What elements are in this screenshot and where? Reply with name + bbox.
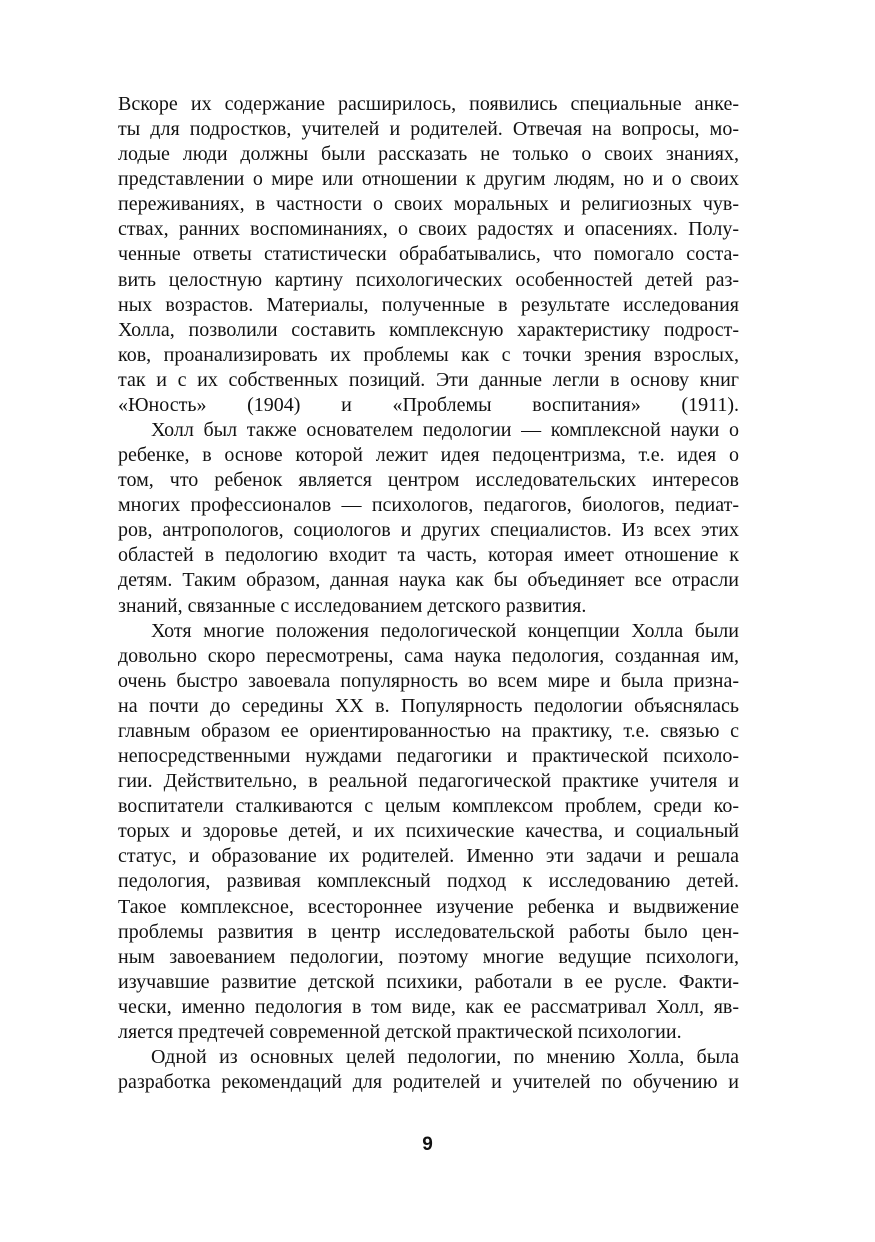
text-line: ты для подростков, учителей и родителей. Отвечая на вопросы, мо- xyxy=(118,118,739,141)
text-line: многих профессионалов — психологов, педагогов, биологов, педиат- xyxy=(118,494,739,517)
text-line: том, что ребенок является центром исследовательских интересов xyxy=(118,469,739,492)
text-line: переживаниях, в частности о своих моральных и религиозных чув- xyxy=(118,193,739,216)
text-line: гии. Действительно, в реальной педагогической практике учителя и xyxy=(118,770,739,793)
body-text xyxy=(118,92,739,1095)
text-line: довольно скоро пересмотрены, сама наука педология, созданная им, xyxy=(118,644,739,667)
text-line: представлении о мире или отношении к другим людям, но и о своих xyxy=(118,168,739,191)
text-line: ров, антропологов, социологов и других специалистов. Из всех этих xyxy=(118,519,739,542)
text-line: чески, именно педология в том виде, как ее рассматривал Холл, яв- xyxy=(118,995,739,1018)
text-line: ребенке, в основе которой лежит идея педоцентризма, т.е. идея о xyxy=(118,444,739,467)
text-line: проблемы развития в центр исследовательской работы было цен- xyxy=(118,920,739,943)
paragraph xyxy=(118,619,739,1045)
text-line: Вскоре их содержание расширилось, появились специальные анке- xyxy=(118,93,739,115)
paragraph xyxy=(118,418,739,619)
text-line: Хотя многие положения педологической концепции Холла были xyxy=(151,619,739,642)
text-line: на почти до середины XX в. Популярность педологии объяснялась xyxy=(118,694,739,717)
text-line: ков, проанализировать их проблемы как с точки зрения взрослых, xyxy=(118,343,739,366)
text-line: статус, и образование их родителей. Именно эти задачи и решала xyxy=(118,845,739,868)
text-line: главным образом ее ориентированностью на практику, т.е. связью с xyxy=(118,719,739,742)
text-line: Холл был также основателем педологии — комплексной науки о xyxy=(151,419,739,442)
text-line: педология, развивая комплексный подход к исследованию детей. xyxy=(118,870,739,893)
text-line: «Юность» (1904) и «Проблемы воспитания» (1911). xyxy=(118,393,739,416)
text-line: ствах, ранних воспоминаниях, о своих радостях и опасениях. Полу- xyxy=(118,218,739,241)
text-line: лодые люди должны были рассказать не только о своих знаниях, xyxy=(118,143,739,166)
text-line: областей в педологию входит та часть, которая имеет отношение к xyxy=(118,544,739,567)
text-line: так и с их собственных позиций. Эти данные легли в основу книг xyxy=(118,368,739,391)
text-line: воспитатели сталкиваются с целым комплексом проблем, среди ко- xyxy=(118,795,739,818)
text-line: Такое комплексное, всестороннее изучение ребенка и выдвижение xyxy=(118,895,739,918)
text-line: ченные ответы статистически обрабатывались, что помогало соста- xyxy=(118,243,739,266)
text-line: непосредственными нуждами педагогики и практической психоло- xyxy=(118,745,739,768)
text-line: ляется предтечей современной детской практической психологии. xyxy=(118,1020,682,1043)
text-line: торых и здоровье детей, и их психические качества, и социальный xyxy=(118,820,739,843)
paragraph xyxy=(118,1045,739,1095)
text-line: ных возрастов. Материалы, полученные в результате исследования xyxy=(118,293,739,316)
paragraph xyxy=(118,92,739,418)
text-line: Одной из основных целей педологии, по мнению Холла, была xyxy=(151,1045,739,1068)
text-line: Холла, позволили составить комплексную характеристику подрост- xyxy=(118,318,739,341)
text-line: детям. Таким образом, данная наука как бы объединяет все отрасли xyxy=(118,569,739,592)
page-number: 9 xyxy=(422,1134,433,1155)
text-line: изучавшие развитие детской психики, работали в ее русле. Факти- xyxy=(118,970,739,993)
text-line: разработка рекомендаций для родителей и учителей по обучению и xyxy=(118,1071,739,1094)
text-line: ным завоеванием педологии, поэтому многие ведущие психологи, xyxy=(118,945,739,968)
text-line: знаний, связанные с исследованием детского развития. xyxy=(118,594,587,617)
text-line: очень быстро завоевала популярность во всем мире и была призна- xyxy=(118,669,739,692)
text-line: вить целостную картину психологических особенностей детей раз- xyxy=(118,268,739,291)
